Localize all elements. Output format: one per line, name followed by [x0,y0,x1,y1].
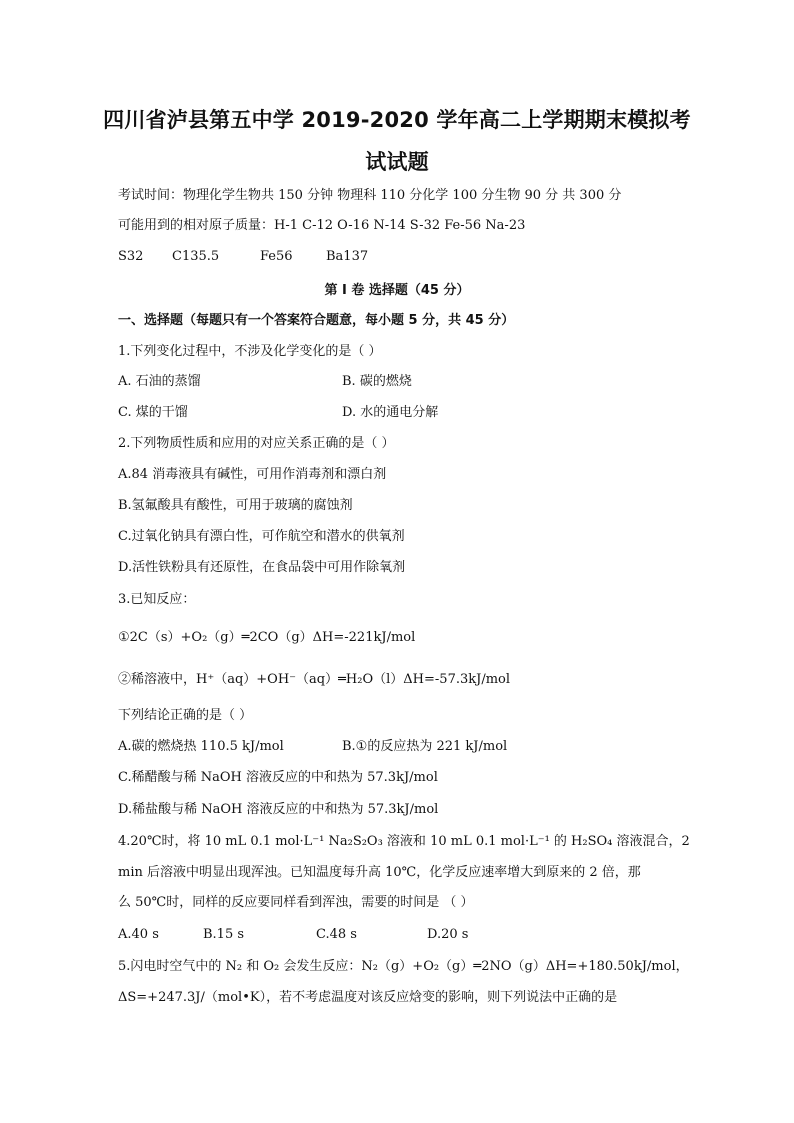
question-3-option-d: D.稀盐酸与稀 NaOH 溶液反应的中和热为 57.3kJ/mol [118,802,439,817]
question-3-stem: 3.已知反应： [118,592,196,607]
atomic-mass-fe: Fe56 [260,249,293,264]
atomic-mass-s: S32 [118,249,144,264]
question-4-line-2: min 后溶液中明显出现浑浊。已知温度每升高 10℃，化学反应速率增大到原来的 2 倍，那 [118,865,641,880]
question-2-stem: 2.下列物质性质和应用的对应关系正确的是（ ） [118,436,395,451]
page-title-continued: 试试题 [365,150,429,174]
question-4-option-d: D.20 s [427,927,469,942]
question-3-reaction-1: ①2C（s）+O₂（g）═2CO（g）ΔH=-221kJ/mol [118,630,416,645]
question-4-line-1: 4.20℃时，将 10 mL 0.1 mol·L⁻¹ Na₂S₂O₃ 溶液和 10 mL 0.1 mol·L⁻¹ 的 H₂SO₄ 溶液混合，2 [118,834,690,849]
question-2-option-b: B.氢氟酸具有酸性，可用于玻璃的腐蚀剂 [118,498,353,513]
question-5-line-2: ΔS=+247.3J/（mol•K），若不考虑温度对该反应焓变的影响，则下列说法中正确的是 [118,990,618,1005]
atomic-mass-ba: Ba137 [326,249,369,264]
question-2-option-c: C.过氧化钠具有漂白性，可作航空和潜水的供氧剂 [118,529,405,544]
question-4-option-b: B.15 s [203,927,245,942]
question-3-reaction-2: ②稀溶液中，H⁺（aq）+OH⁻（aq）═H₂O（l）ΔH=-57.3kJ/mol [118,672,511,687]
question-3-ask: 下列结论正确的是（ ） [118,708,253,723]
question-1-stem: 1.下列变化过程中，不涉及化学变化的是（ ） [118,344,382,359]
question-3-option-a: A.碳的燃烧热 110.5 kJ/mol [118,739,284,754]
question-4-option-a: A.40 s [118,927,159,942]
question-3-option-c: C.稀醋酸与稀 NaOH 溶液反应的中和热为 57.3kJ/mol [118,770,438,785]
question-2-option-d: D.活性铁粉具有还原性，在食品袋中可用作除氧剂 [118,560,406,575]
exam-time-info: 考试时间：物理化学生物共 150 分钟 物理科 110 分化学 100 分生物 90 分 共 300 分 [118,188,622,203]
question-4-option-c: C.48 s [316,927,357,942]
page-title: 四川省泸县第五中学 2019-2020 学年高二上学期期末模拟考 [103,108,691,132]
question-1-option-b: B. 碳的燃烧 [342,374,412,389]
question-1-option-d: D. 水的通电分解 [342,405,439,420]
question-3-option-b: B.①的反应热为 221 kJ/mol [342,739,508,754]
question-1-option-c: C. 煤的干馏 [118,405,188,420]
section-heading: 一、选择题（每题只有一个答案符合题意，每小题 5 分，共 45 分） [118,313,515,328]
question-2-option-a: A.84 消毒液具有碱性，可用作消毒剂和漂白剂 [118,467,387,482]
atomic-mass-cl: C135.5 [172,249,220,264]
question-4-line-3: 么 50℃时，同样的反应要同样看到浑浊，需要的时间是 （ ） [118,895,474,910]
atomic-mass-info: 可能用到的相对原子质量：H-1 C-12 O-16 N-14 S-32 Fe-56 Na-23 [118,218,526,233]
volume-heading: 第 I 卷 选择题（45 分） [324,283,470,298]
question-1-option-a: A. 石油的蒸馏 [118,374,201,389]
question-5-line-1: 5.闪电时空气中的 N₂ 和 O₂ 会发生反应：N₂（g）+O₂（g）═2NO（g）ΔH=+180.50kJ/mol， [118,959,689,974]
